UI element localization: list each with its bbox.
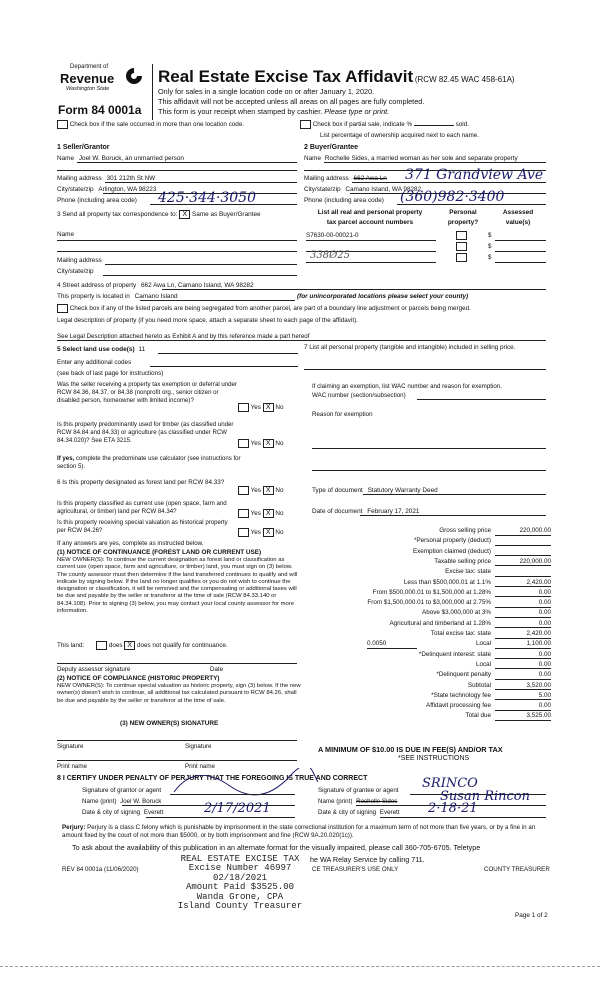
land-does-checkbox[interactable] (96, 641, 107, 650)
note-2: This affidavit will not be accepted unless all areas on all pages are fully completed. (158, 97, 425, 107)
personal-property-checkbox[interactable] (456, 231, 467, 240)
dept-line1: Department of (70, 64, 109, 70)
seller-phone[interactable]: 425·344·3050 (158, 190, 256, 206)
partial-sale-label: Check box if partial sale, indicate % (312, 121, 413, 129)
yes-label: Yes (250, 529, 261, 537)
tax-row-value[interactable]: 2,420.00 (495, 579, 551, 588)
tax-row-label: Total excise tax: state (430, 630, 491, 637)
parcel-col2: Personal (449, 209, 477, 216)
no-label: No (275, 487, 284, 495)
buyer-mailing[interactable]: 371 Grandview Ave (405, 167, 544, 183)
tax-row (305, 567, 551, 577)
s6q2-no-checkbox[interactable]: X (263, 509, 274, 518)
buyer-city[interactable]: Camano Island, WA 98282 (345, 186, 422, 193)
seller-phone-label: Phone (including area code) (57, 197, 137, 204)
doc-date-label: Date of document (312, 508, 363, 515)
deputy-date-label: Date (210, 666, 224, 673)
s6q2-yes-checkbox[interactable] (238, 509, 249, 518)
alt-format-note2: he WA Relay Service by calling 711. (310, 855, 425, 864)
personal-property-checkbox[interactable] (456, 253, 467, 262)
additional-codes-label: Enter any additional codes (57, 359, 132, 366)
note-3: This form is your receipt when stamped by cashier. (158, 107, 323, 117)
grantee-name-label: Name (print) (318, 798, 353, 805)
new-owner-sig-label: Signature (57, 743, 84, 750)
reason-label: Reason for exemption (312, 411, 373, 418)
land-use-code[interactable]: 11 (138, 346, 146, 353)
grantee-signature[interactable]: SRINCO (422, 776, 478, 791)
parcel-number[interactable]: S7630-00-00021-0 (306, 232, 359, 239)
yes-label: Yes (250, 487, 261, 495)
sec5-q1: Was the seller receiving a property tax exemption or deferral under RCW 84.36, 84.37, or 84.38 (nonprofit org., senior citizen or disabled person, homeowner with limited income)? (57, 381, 237, 405)
parcel-col2b: property? (447, 219, 479, 227)
does-label: does (108, 642, 123, 650)
doc-type-label: Type of document (312, 487, 363, 494)
multi-location-checkbox[interactable] (57, 120, 68, 129)
tax-row-value[interactable]: 0.00 (495, 589, 551, 598)
currency-sign: $ (488, 254, 492, 261)
see-back-note: (see back of last page for instructions) (57, 370, 164, 377)
q2-yes-checkbox[interactable] (238, 439, 249, 448)
segregated-checkbox[interactable] (57, 304, 68, 313)
tax-row-label: Local (475, 640, 491, 648)
grantee-name-struck: Rochelle Sides (356, 798, 398, 805)
parcel-handwritten: 338Ø25 (310, 250, 351, 261)
grantor-sig-label: Signature of grantor or agent (82, 787, 162, 794)
tax-row (305, 670, 551, 680)
currency-sign: $ (488, 232, 492, 239)
sec7-label: 7 List all personal property (tangible and intangible) included in selling price. (304, 344, 516, 351)
tax-row-label: Less than $500,000.01 at 1.1% (403, 578, 491, 586)
tax-row-value[interactable]: 0.00 (495, 702, 551, 711)
parcel-col1b: tax parcel account numbers (326, 219, 414, 227)
deputy-sig-label: Deputy assessor signature (57, 666, 131, 673)
same-as-buyer-label: Same as Buyer/Grantee (192, 211, 261, 219)
stamp-line4: Amount Paid $3525.00 (185, 882, 295, 893)
dept-logo (58, 64, 148, 104)
sec3-label: 3 Send all property tax correspondence to: (57, 211, 178, 219)
perjury-note (62, 824, 552, 840)
parcel-col3: Assessed (502, 209, 534, 216)
tax-row (305, 639, 551, 649)
tax-row (305, 588, 551, 598)
seller-city[interactable]: Arlington, WA 98223 (98, 186, 157, 193)
segregated-label: Check box if any of the listed parcels are being segregated from another parcel, are part of a boundary line adjustment or parcels being merged. (69, 305, 471, 313)
tax-row-value[interactable]: 0.00 (495, 661, 551, 670)
tax-row-value[interactable]: 0.00 (495, 599, 551, 608)
buyer-name-label: Name (304, 155, 322, 162)
tax-row-value[interactable]: 220,000.00 (495, 558, 551, 567)
this-land-label: This land: (57, 642, 85, 650)
stamp-line3: 02/18/2021 (212, 872, 267, 883)
sec8-label: 8 I CERTIFY UNDER PENALTY OF PERJURY THAT THE FOREGOING IS TRUE AND CORRECT (57, 775, 368, 782)
tax-row (305, 701, 551, 711)
partial-sale-checkbox[interactable] (300, 120, 311, 129)
tax-rate: 0.0050 (367, 640, 417, 649)
q2-no-checkbox[interactable]: X (263, 439, 274, 448)
bottom-divider (0, 966, 600, 967)
minimum-note: A MINIMUM OF $10.00 IS DUE IN FEE(S) AND/OR TAX (318, 745, 503, 754)
tax-row-label: Exemption claimed (deduct) (412, 547, 491, 555)
s6q1-yes-checkbox[interactable] (238, 486, 249, 495)
seller-city-label: City/state/zip (57, 186, 94, 193)
grantee-name[interactable]: Susan Rincon (440, 789, 531, 804)
tax-row-label: Subtotal (467, 681, 491, 689)
grantee-date-city-label: Date & city of signing (318, 809, 377, 816)
land-does-not-checkbox[interactable]: X (124, 641, 135, 650)
property-address[interactable]: 662 Awa Ln, Camano Island, WA 98282 (141, 282, 254, 289)
tax-row (305, 578, 551, 588)
notice1-body: NEW OWNER(S): To continue the current designation as forest land or classification as current use (open space, farm and agriculture, or timber) land, you must sign on (3) below. The county assessor must then determine if the land transferred continues to qualify and will indicate by signing below. If the land no longer qualifies or you do not wish to continue the designation or classification, it will be removed and the compensating or additional taxes will be due and payable by the seller or transferor at the time of sale (RCW 84.33.140 or 84.34.108). Prior to signing (3) below, you may contact your local county assessor for more information. (57, 557, 298, 615)
grantor-date[interactable]: 2/17/2021 (204, 801, 271, 816)
dept-brand: Revenue (60, 71, 115, 86)
rev-number: REV 84 0001a (11/06/2020) (62, 866, 139, 873)
treasurer-only: CE TREASURER'S USE ONLY (312, 866, 399, 873)
grantor-date-city-label: Date & city of signing (82, 809, 141, 816)
grantee-city[interactable]: Everett (379, 809, 400, 816)
tax-row (305, 629, 551, 639)
q1-yes-checkbox[interactable] (238, 403, 249, 412)
buyer-heading: 2 Buyer/Grantee (304, 144, 359, 151)
page-number: Page 1 of 2 (515, 912, 548, 919)
tax-row (305, 557, 551, 567)
dept-line3: Washington State (66, 86, 110, 92)
seller-mailing[interactable]: 301 212th St NW (106, 175, 156, 182)
notice1-heading: (1) NOTICE OF CONTINUANCE (FOREST LAND OR CURRENT USE) (57, 549, 262, 556)
tax-row-value[interactable]: 0.00 (495, 651, 551, 660)
located-value[interactable]: Camano Island (134, 293, 178, 300)
doc-type[interactable]: Statutory Warranty Deed (367, 487, 438, 494)
form-number: Form 84 0001a (58, 103, 142, 117)
tax-row (305, 598, 551, 608)
grantor-city[interactable]: Everett (143, 809, 164, 816)
tax-row-value[interactable]: 3,520.00 (495, 682, 551, 691)
tax-row (305, 660, 551, 670)
perjury-text: Perjury is a class C felony which is punishable by imprisonment in the state correctional institution for a maximum term of not more than five years, or by a fine in an amount fixed by the court of not more than $5000, or by both imprisonment and fine (RCW 9A.20.020(1c)). (62, 824, 536, 839)
tax-row-label: Taxable selling price (434, 557, 491, 565)
sec6-q2: Is this property classified as current use (open space, farm and agricultural, or timber) land per RCW 84.34? (57, 500, 227, 516)
tax-row-value[interactable]: 220,000.00 (495, 527, 551, 536)
tax-row (305, 547, 551, 557)
tax-row-label: Agricultural and timberland at 1.28% (389, 619, 491, 627)
tax-row-label: *Delinquent interest: state (418, 650, 491, 658)
buyer-name[interactable]: Rochelle Sides, a married woman as her sole and separate property (324, 155, 518, 162)
new-owner-sig2-label: Signature (185, 743, 212, 750)
tax-row-label: *Delinquent penalty (436, 671, 491, 679)
s6q3-yes-checkbox[interactable] (238, 528, 249, 537)
no-label: No (275, 529, 284, 537)
tax-row (305, 650, 551, 660)
no-label: No (275, 440, 284, 448)
sec3-mailing-label: Mailing address (57, 257, 102, 264)
tax-row-label: Excise tax: state (445, 568, 491, 576)
ifyes-text: complete the predominate use calculator (see instructions for section 5). (57, 455, 241, 471)
stamp-line5: Wanda Grone, CPA (196, 891, 284, 902)
buyer-city-label: City/state/zip (304, 186, 341, 193)
tax-row-value[interactable]: 0.00 (495, 609, 551, 618)
tax-row-value[interactable] (495, 548, 551, 557)
parcel-col3b: value(s) (505, 219, 531, 227)
yes-label: Yes (250, 440, 261, 448)
tax-row (305, 619, 551, 629)
legal-desc-value[interactable]: See Legal Description attached hereto as Exhibit A and by this reference made a part hereof (57, 333, 310, 340)
grantor-name[interactable]: Joel W. Boruck (120, 798, 162, 805)
same-as-buyer-checkbox[interactable]: X (179, 210, 190, 219)
buyer-phone[interactable]: (360)982·3400 (400, 189, 505, 205)
tax-row-label: From $500,000.01 to $1,500,000 at 1.28% (372, 588, 491, 596)
does-not-label: does not qualify for continuance. (136, 642, 228, 650)
tax-row-value[interactable]: 0.00 (495, 620, 551, 629)
located-label: This property is located in (57, 293, 130, 300)
ifyes-bold: If yes, (57, 455, 75, 462)
yes-label: Yes (250, 510, 261, 518)
tax-row-value[interactable] (495, 537, 551, 546)
stamp-line2: Excise Number 46997 (188, 863, 292, 874)
yes-label: Yes (250, 404, 261, 412)
s6q3-no-checkbox[interactable]: X (263, 528, 274, 537)
page-title: Real Estate Excise Tax Affidavit (158, 67, 414, 86)
tax-row (305, 711, 551, 721)
see-instructions: *SEE INSTRUCTIONS (398, 755, 470, 762)
tax-row-label: Gross selling price (439, 527, 491, 534)
grantee-sig-label: Signature of grantee or agent (318, 787, 399, 794)
seller-heading: 1 Seller/Grantor (57, 144, 110, 151)
sec6-label: 6 Is this property designated as forest land per RCW 84.33? (57, 479, 225, 486)
tax-row-label: Affidavit processing fee (426, 702, 491, 710)
seller-name-label: Name (57, 155, 75, 162)
no-label: No (275, 510, 284, 518)
sec5-q2: Is this property predominantly used for timber (as classified under RCW 84.84 and 84.33) or agriculture (as classified under RCW 84.34.020)? See ETA 3215. (57, 421, 234, 445)
parcel-col1: List all real and personal property (317, 209, 423, 216)
buyer-mailing-label: Mailing address (304, 175, 349, 182)
multi-location-label: Check box if the sale occurred in more than one location code. (69, 121, 245, 129)
tax-row-label: *State technology fee (431, 691, 491, 699)
perjury-bold: Perjury: (62, 824, 86, 831)
tax-row-label: Above $3,000,000 at 3% (422, 609, 491, 617)
exemption-label: If claiming an exemption, list WAC number and reason for exemption. (312, 383, 502, 390)
doc-date[interactable]: February 17, 2021 (367, 508, 420, 515)
tax-row-value[interactable]: 2,420.00 (495, 630, 551, 639)
county-treasurer: COUNTY TREASURER (484, 866, 550, 873)
sold-label: sold. (455, 121, 469, 129)
tax-row (305, 608, 551, 618)
alt-format-note: To ask about the availability of this publication in an alternate format for the visually impaired, please call 360-705-6705. Teletype (72, 843, 481, 852)
q1-no-checkbox[interactable]: X (263, 403, 274, 412)
sec3-name-label: Name (57, 231, 75, 238)
excise-stamp (170, 855, 310, 912)
tax-row-value[interactable]: 1,100.00 (495, 640, 551, 649)
s6q1-no-checkbox[interactable]: X (263, 486, 274, 495)
tax-row-value[interactable]: 5.00 (495, 692, 551, 701)
grantee-date[interactable]: 2·18·21 (428, 801, 478, 816)
seller-name[interactable]: Joel W. Boruck, an unmarried person (78, 155, 184, 162)
tax-row-label: Local (475, 660, 491, 668)
currency-sign: $ (488, 243, 492, 250)
tax-row (305, 681, 551, 691)
new-owner-print-label: Print name (57, 763, 87, 770)
buyer-phone-label: Phone (including area code) (304, 197, 384, 204)
note-1: Only for sales in a single location code on or after January 1, 2020. (158, 87, 375, 96)
grantor-name-label: Name (print) (82, 798, 117, 805)
tax-row (305, 691, 551, 701)
revenue-logo-icon (124, 66, 144, 86)
sec3-city-label: City/state/zip (57, 268, 94, 275)
buyer-mailing-struck: 662 Awa Ln (353, 175, 387, 182)
statute: (RCW 82.45 WAC 458-61A) (414, 75, 515, 84)
new-owner-print2-label: Print name (185, 763, 215, 770)
sec5-label: 5 Select land use code(s) (57, 346, 135, 353)
tax-row-label: Total due (465, 712, 491, 720)
tax-row-value[interactable]: 0.00 (495, 671, 551, 680)
tax-row (305, 526, 551, 536)
wac-label: WAC number (section/subsection) (312, 392, 406, 399)
sec4-label: 4 Street address of property (57, 282, 137, 289)
tax-row-label: *Personal property (deduct) (413, 537, 491, 545)
located-note: (for unincorporated locations please select your county) (297, 293, 469, 300)
tax-row (305, 536, 551, 546)
sec6-q3: Is this property receiving special valuation as historical property per RCW 84.26? (57, 519, 228, 535)
legal-desc-label: Legal description of property (if you need more space, attach a separate sheet to each page of the affidavit). (57, 317, 358, 324)
note-3-em: Please type or print. (324, 107, 390, 117)
list-pct-note: List percentage of ownership acquired next to each name. (320, 132, 479, 139)
notice2-body: NEW OWNER(S): To continue special valuation as historic property, sign (3) below. If the new owner(s) doesn't wish to continue, all additional tax calculated pursuant to RCW 84.26, shall be due and payable by the seller or transferor at the time of sale. (57, 683, 301, 704)
notice3-heading: (3) NEW OWNER(S) SIGNATURE (120, 720, 219, 727)
notice2-heading: (2) NOTICE OF COMPLIANCE (HISTORIC PROPERTY) (57, 675, 220, 682)
seller-mailing-label: Mailing address (57, 175, 102, 182)
tax-row-value[interactable] (495, 568, 551, 577)
personal-property-checkbox[interactable] (456, 242, 467, 251)
if-any-note: If any answers are yes, complete as instructed below. (57, 540, 204, 547)
stamp-line1: REAL ESTATE EXCISE TAX (180, 854, 300, 864)
no-label: No (275, 404, 284, 412)
tax-row-value[interactable]: 3,525.00 (495, 712, 551, 721)
ifyes-note (57, 455, 257, 471)
stamp-line6: Island County Treasurer (177, 901, 303, 912)
tax-row-label: From $1,500,000.01 to $3,000,000 at 2.75% (367, 599, 491, 607)
